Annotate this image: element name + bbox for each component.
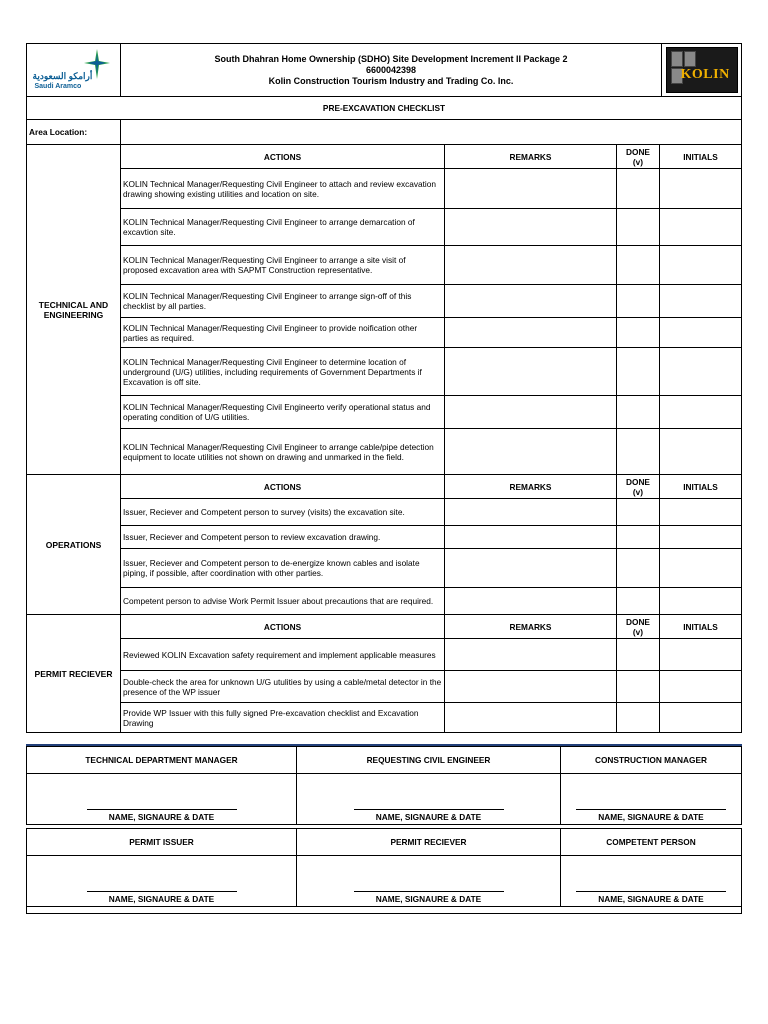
action-text: KOLIN Technical Manager/Requesting Civil Engineer to attach and review excavation drawing showing existing utilities and location on site.: [121, 169, 445, 209]
project-title: South Dhahran Home Ownership (SDHO) Site Development Increment II Package 2: [214, 53, 568, 64]
done-cell[interactable]: [617, 285, 660, 318]
remarks-cell[interactable]: [445, 639, 617, 671]
signature-line-label: NAME, SIGNAURE & DATE: [576, 809, 726, 822]
remarks-header: REMARKS: [445, 615, 617, 639]
initials-cell[interactable]: [660, 588, 742, 615]
signature-line-label: NAME, SIGNAURE & DATE: [87, 891, 237, 904]
done-cell[interactable]: [617, 526, 660, 549]
initials-cell[interactable]: [660, 318, 742, 348]
initials-cell[interactable]: [660, 499, 742, 526]
done-cell[interactable]: [617, 588, 660, 615]
done-cell[interactable]: [617, 639, 660, 671]
aramco-arabic-text: أرامكو السعودية: [32, 71, 93, 81]
done-cell[interactable]: [617, 209, 660, 246]
checklist-row: [27, 549, 742, 588]
form-title: PRE-EXCAVATION CHECKLIST: [27, 97, 742, 120]
action-text: KOLIN Technical Manager/Requesting Civil Engineer to determine location of underground (U/G) utilities, including requirements of Government Departments if Excavation is off site.: [121, 348, 445, 396]
action-text: Issuer, Reciever and Competent person to survey (visits) the excavation site.: [121, 499, 445, 526]
action-text: Provide WP Issuer with this fully signed Pre-excavation checklist and Excavation Drawing: [121, 703, 445, 733]
done-cell[interactable]: [617, 703, 660, 733]
action-text: Double-check the area for unknown U/G utulities by using a cable/metal detector in the presence of the WP issuer: [121, 671, 445, 703]
checklist-row: [27, 526, 742, 549]
sig-title-construction-manager: CONSTRUCTION MANAGER: [561, 747, 742, 774]
action-text: KOLIN Technical Manager/Requesting Civil Engineerto verify operational status and operating condition of U/G utilities.: [121, 396, 445, 429]
signature-field[interactable]: [27, 856, 297, 907]
signature-field[interactable]: [561, 774, 742, 825]
initials-header: INITIALS: [660, 475, 742, 499]
initials-cell[interactable]: [660, 526, 742, 549]
checklist-row: [27, 246, 742, 285]
signature-line-label: NAME, SIGNAURE & DATE: [87, 809, 237, 822]
signature-table-2: [26, 828, 742, 907]
done-header: DONE (v): [617, 145, 660, 169]
signature-field[interactable]: [27, 774, 297, 825]
initials-header: INITIALS: [660, 615, 742, 639]
header-table: [26, 43, 742, 145]
sig-title-permit-reciever: PERMIT RECIEVER: [297, 829, 561, 856]
checklist-row: [27, 285, 742, 318]
action-text: Issuer, Reciever and Competent person to review excavation drawing.: [121, 526, 445, 549]
done-cell[interactable]: [617, 348, 660, 396]
initials-cell[interactable]: [660, 169, 742, 209]
initials-cell[interactable]: [660, 549, 742, 588]
contract-number: 6600042398: [365, 64, 417, 75]
done-cell[interactable]: [617, 549, 660, 588]
kolin-wordmark: KOLIN: [680, 67, 730, 82]
sig-title-technical-manager: TECHNICAL DEPARTMENT MANAGER: [27, 747, 297, 774]
initials-cell[interactable]: [660, 209, 742, 246]
remarks-cell[interactable]: [445, 396, 617, 429]
signature-field[interactable]: [561, 856, 742, 907]
area-location-label: Area Location:: [27, 120, 121, 145]
done-cell[interactable]: [617, 396, 660, 429]
section-label-permit-reciever: PERMIT RECIEVER: [27, 615, 121, 733]
remarks-cell[interactable]: [445, 671, 617, 703]
checklist-row: [27, 588, 742, 615]
project-header: [121, 44, 662, 97]
checklist-row: [27, 639, 742, 671]
actions-header: ACTIONS: [121, 145, 445, 169]
done-cell[interactable]: [617, 429, 660, 475]
actions-header: ACTIONS: [121, 615, 445, 639]
remarks-cell[interactable]: [445, 169, 617, 209]
signature-block: [26, 744, 742, 914]
action-text: KOLIN Technical Manager/Requesting Civil Engineer to arrange demarcation of excavtion site.: [121, 209, 445, 246]
signature-field[interactable]: [297, 856, 561, 907]
checklist-row: [27, 348, 742, 396]
initials-cell[interactable]: [660, 348, 742, 396]
action-text: KOLIN Technical Manager/Requesting Civil Engineer to arrange sign-off of this checklist by all parties.: [121, 285, 445, 318]
remarks-cell[interactable]: [445, 526, 617, 549]
action-text: KOLIN Technical Manager/Requesting Civil Engineer to arrange cable/pipe detection equipment to locate utilities not shown on drawing and unmarked in the field.: [121, 429, 445, 475]
initials-cell[interactable]: [660, 429, 742, 475]
signature-line-label: NAME, SIGNAURE & DATE: [354, 891, 504, 904]
section-label-technical: TECHNICAL AND ENGINEERING: [27, 145, 121, 475]
bottom-border: [26, 907, 742, 914]
remarks-cell[interactable]: [445, 549, 617, 588]
sig-title-competent-person: COMPETENT PERSON: [561, 829, 742, 856]
initials-header: INITIALS: [660, 145, 742, 169]
checklist-row: [27, 209, 742, 246]
action-text: Issuer, Reciever and Competent person to de-energize known cables and isolate piping, if possible, after coordination with other parties.: [121, 549, 445, 588]
remarks-cell[interactable]: [445, 499, 617, 526]
checklist-row: [27, 169, 742, 209]
kolin-logo: [662, 44, 742, 97]
checklist-row: [27, 499, 742, 526]
checklist-row: [27, 703, 742, 733]
initials-cell[interactable]: [660, 639, 742, 671]
done-header: DONE (v): [617, 475, 660, 499]
aramco-english-text: Saudi Aramco: [34, 83, 82, 90]
done-cell[interactable]: [617, 318, 660, 348]
area-location-field[interactable]: [121, 120, 742, 145]
checklist-row: [27, 318, 742, 348]
done-cell[interactable]: [617, 499, 660, 526]
action-text: Competent person to advise Work Permit Issuer about precautions that are required.: [121, 588, 445, 615]
done-header: DONE (v): [617, 615, 660, 639]
checklist-form: [26, 43, 742, 733]
initials-cell[interactable]: [660, 671, 742, 703]
remarks-cell[interactable]: [445, 429, 617, 475]
initials-cell[interactable]: [660, 285, 742, 318]
action-text: KOLIN Technical Manager/Requesting Civil Engineer to provide noification other parties as required.: [121, 318, 445, 348]
done-cell[interactable]: [617, 246, 660, 285]
remarks-cell[interactable]: [445, 246, 617, 285]
initials-cell[interactable]: [660, 396, 742, 429]
action-text: KOLIN Technical Manager/Requesting Civil Engineer to arrange a site visit of proposed excavation area with SAPMT Construction representative.: [121, 246, 445, 285]
remarks-cell[interactable]: [445, 209, 617, 246]
remarks-cell[interactable]: [445, 703, 617, 733]
action-text: Reviewed KOLIN Excavation safety requirement and implement applicable measures: [121, 639, 445, 671]
remarks-cell[interactable]: [445, 348, 617, 396]
checklist-row: [27, 396, 742, 429]
initials-cell[interactable]: [660, 703, 742, 733]
section-label-operations: OPERATIONS: [27, 475, 121, 615]
sig-title-permit-issuer: PERMIT ISSUER: [27, 829, 297, 856]
checklist-table: [26, 144, 742, 733]
done-cell[interactable]: [617, 169, 660, 209]
remarks-header: REMARKS: [445, 145, 617, 169]
signature-line-label: NAME, SIGNAURE & DATE: [576, 891, 726, 904]
sig-title-requesting-engineer: REQUESTING CIVIL ENGINEER: [297, 747, 561, 774]
signature-field[interactable]: [297, 774, 561, 825]
signature-line-label: NAME, SIGNAURE & DATE: [354, 809, 504, 822]
remarks-cell[interactable]: [445, 285, 617, 318]
actions-header: ACTIONS: [121, 475, 445, 499]
contractor-name: Kolin Construction Tourism Industry and Trading Co. Inc.: [268, 75, 514, 86]
checklist-row: [27, 429, 742, 475]
saudi-aramco-logo: [27, 44, 121, 97]
signature-table: [26, 746, 742, 825]
remarks-cell[interactable]: [445, 588, 617, 615]
remarks-header: REMARKS: [445, 475, 617, 499]
remarks-cell[interactable]: [445, 318, 617, 348]
done-cell[interactable]: [617, 671, 660, 703]
checklist-row: [27, 671, 742, 703]
initials-cell[interactable]: [660, 246, 742, 285]
